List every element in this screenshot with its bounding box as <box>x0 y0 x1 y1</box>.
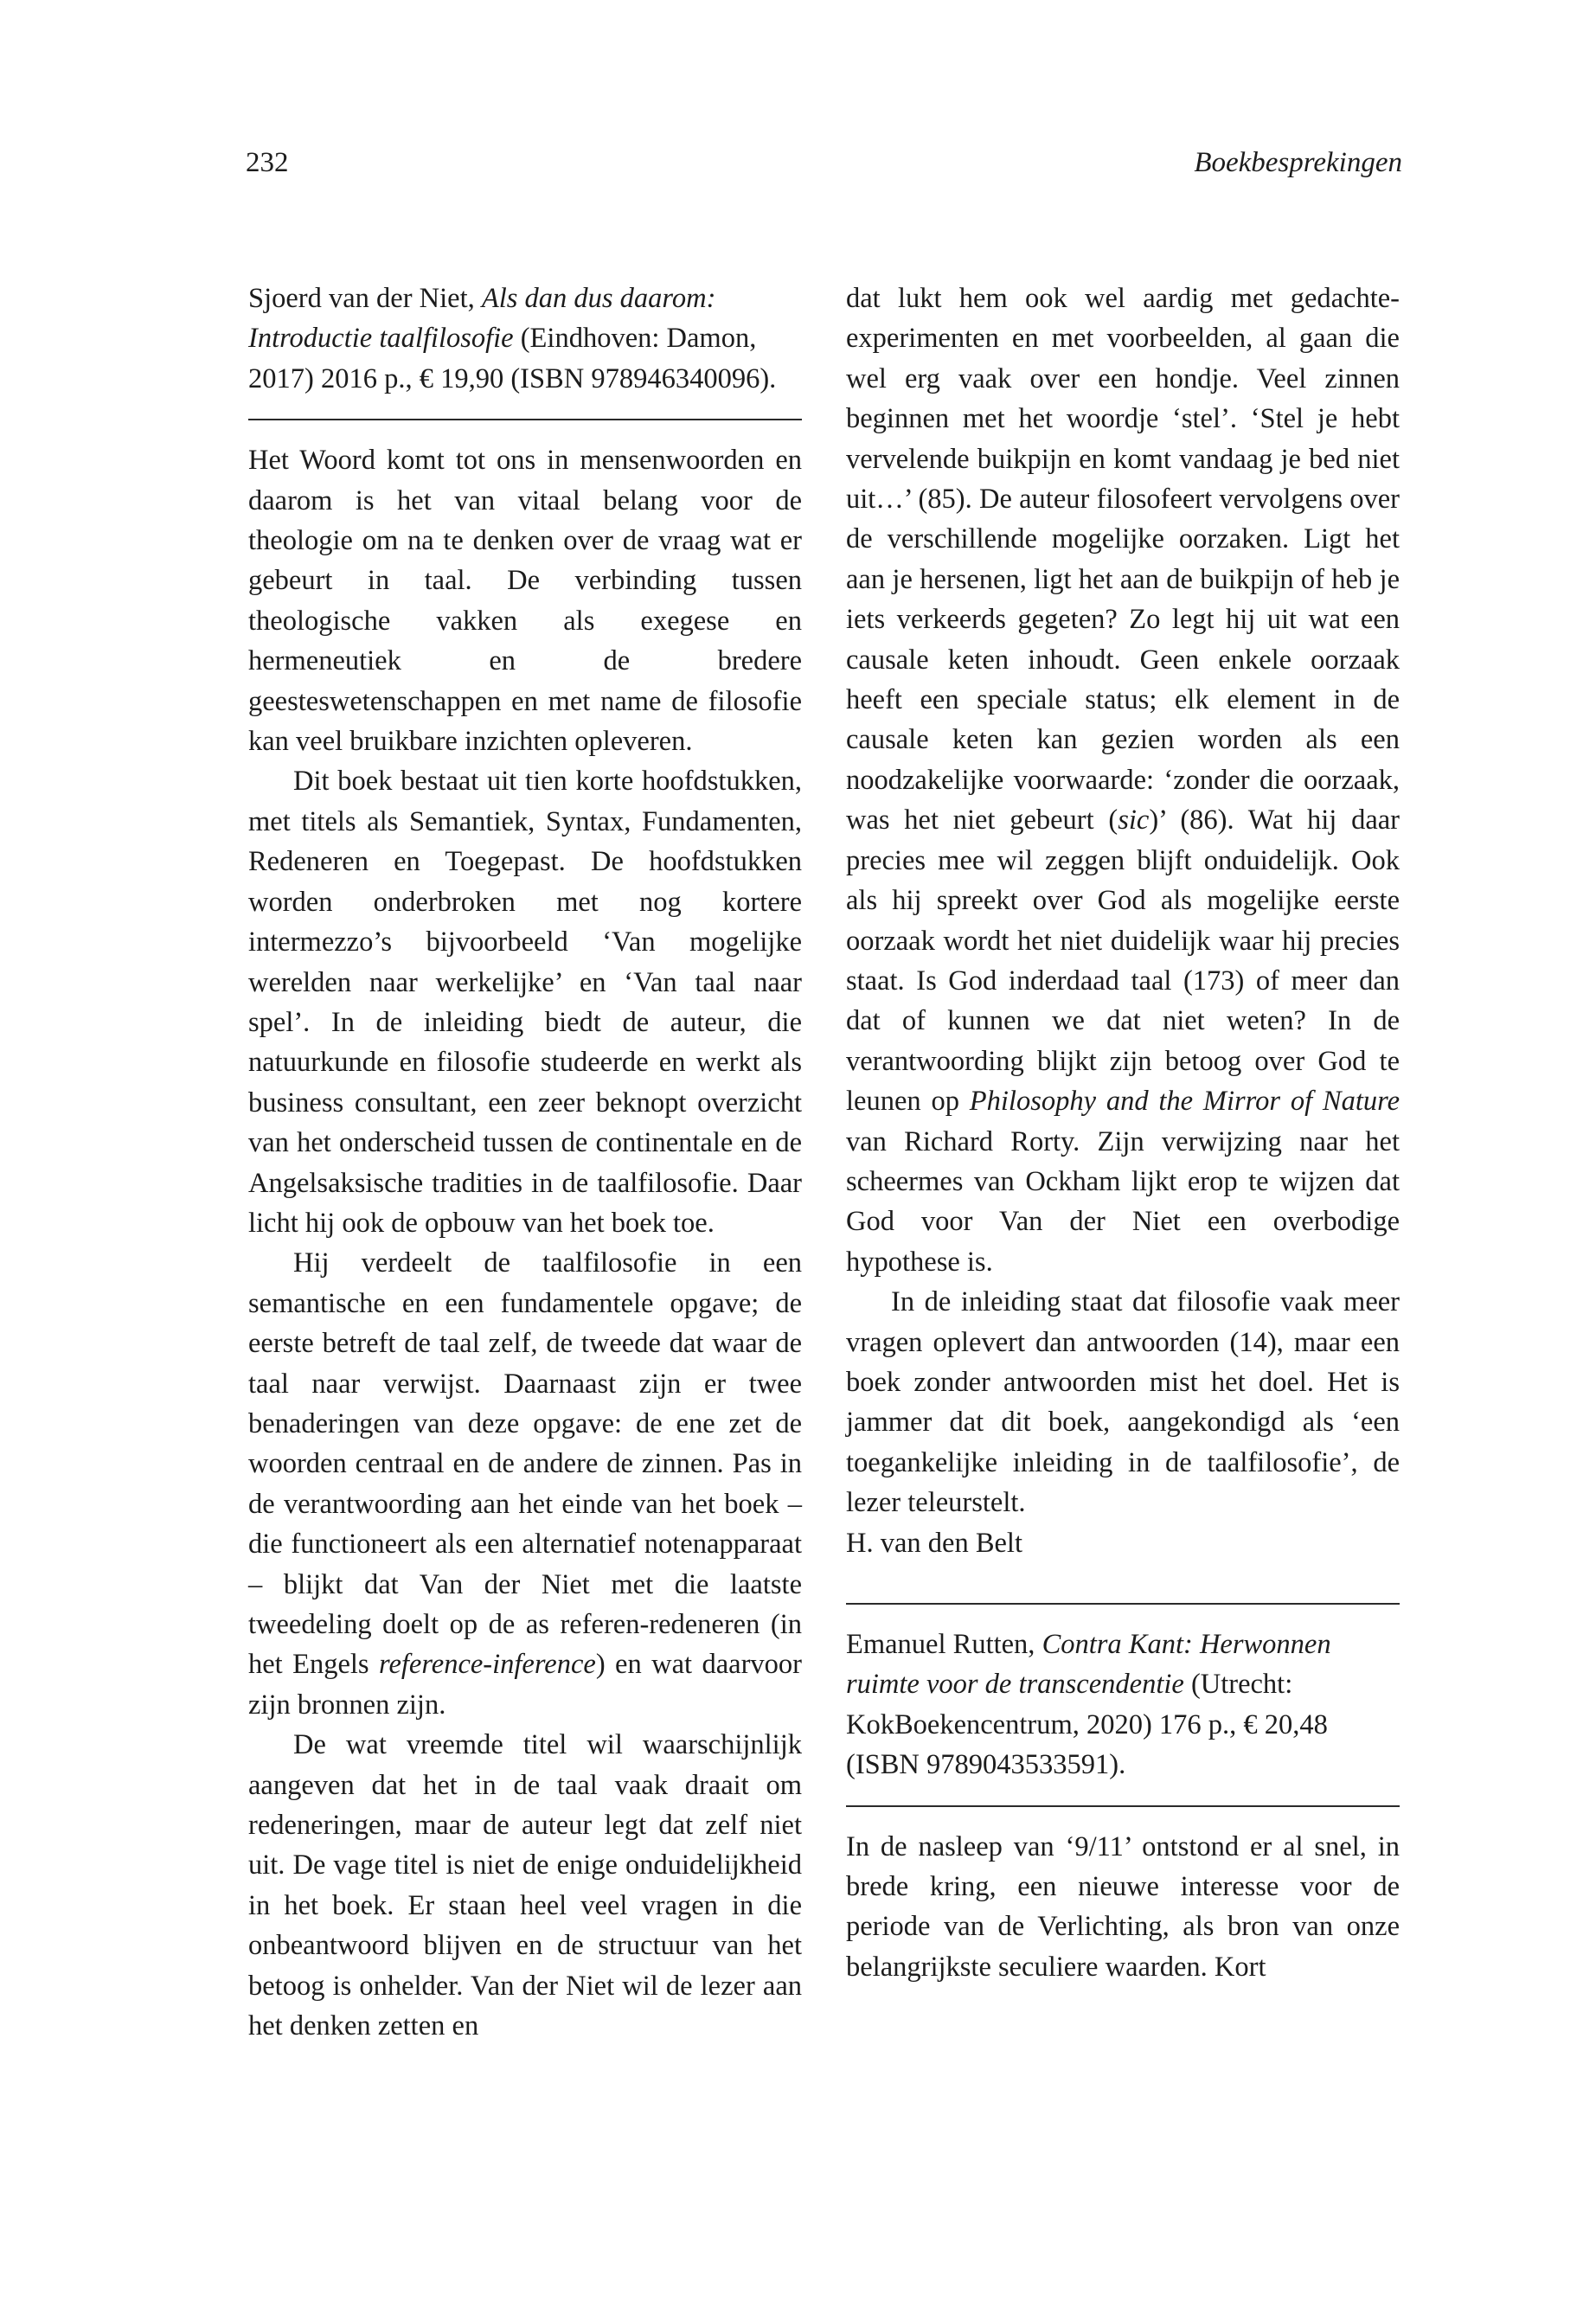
review1-details: (Eindhoven: Damon, 2017) 2016 p., € 19,90 (ISBN 978946340096). <box>248 323 777 394</box>
review1-bibliography <box>248 279 802 399</box>
review1-author: Sjoerd van der Niet, <box>248 283 475 314</box>
review1-paragraph-2: Dit boek bestaat uit tien korte hoofdstukken, met titels als Semantiek, Syntax, Fundamenten, Redeneren en Toegepast. De hoofdstukken worden onderbroken met nog kortere intermezzo’s bijvoorbeeld ‘Van mogelijke werelden naar werkelijke’ en ‘Van taal naar spel’. In de inleiding biedt de auteur, die natuurkunde en filosofie studeerde en werkt als business consultant, een zeer beknopt overzicht van het onderscheid tussen de continentale en de Angelsaksische tradities in de taalfilosofie. Daar licht hij ook de opbouw van het boek toe. <box>248 766 802 1239</box>
review2-paragraph-1: In de nasleep van ‘9/11’ ontstond er al snel, in brede kring, een nieuwe interesse voor de periode van de Verlichting, als bron van onze belangrijkste seculiere waarden. Kort <box>846 1830 1400 1983</box>
review1-p5-text-a: dat lukt hem ook wel aardig met gedachte-experimenten en met voorbeelden, al gaan die wel erg vaak over een hondje. Veel zinnen beginnen met het woordje ‘stel’. ‘Stel je hebt vervelende buikpijn en komt vandaag je bed niet uit…’ (85). De auteur filosofeert vervolgens over de verschillende mogelijke oorzaken. Ligt het aan je hersenen, ligt het aan de buikpijn of heb je iets verkeerds gegeten? Zo legt hij uit wat een causale keten inhoudt. Geen enkele oorzaak heeft een speciale status; elk element in de causale keten kan gezien worden als een noodzakelijke voorwaarde: ‘zonder die oorzaak, was het niet gebeurt ( <box>846 283 1400 836</box>
right-column <box>846 279 1400 1987</box>
review1-paragraph-3 <box>248 1243 802 1725</box>
review2-book-title: Contra Kant: Herwonnen ruimte voor de transcendentie <box>846 1629 1331 1701</box>
divider <box>846 1603 1400 1605</box>
review1-paragraph-5 <box>846 279 1400 1282</box>
review1-p3-italic: reference-inference <box>379 1649 596 1681</box>
review2-author: Emanuel Rutten, <box>846 1629 1035 1660</box>
left-column <box>248 279 802 2046</box>
review1-paragraph-1: Het Woord komt tot ons in mensenwoorden en daarom is het van vitaal belang voor de theologie om na te denken over de vraag wat er gebeurt in taal. De verbinding tussen theologische vakken als exegese en hermeneutiek en de bredere geesteswetenschappen en met name de filosofie kan veel bruikbare inzichten opleveren. <box>248 445 802 758</box>
review2-details: (Utrecht: KokBoekencentrum, 2020) 176 p., € 20,48 (ISBN 9789043533591). <box>846 1669 1328 1781</box>
review2-bibliography <box>846 1625 1400 1785</box>
review1-p5-text-b: )’ (86). Wat hij daar precies mee wil zeggen blijft onduidelijk. Ook als hij spreekt over God als mogelijke eerste oorzaak wordt het niet duidelijk waar hij precies staat. Is God inderdaad taal (173) of meer dan dat of kunnen we dat niet weten? In de verantwoording blijkt zijn betoog over God te leunen op <box>846 804 1400 1118</box>
review1-book-title: Als dan dus daarom: Introductie taalfilosofie <box>248 283 716 355</box>
review1-p3-text-a: Hij verdeelt de taalfilosofie in een semantische en een fundamentele opgave; de eerste betreft de taal zelf, de tweede dat waar de taal naar verwijst. Daarnaast zijn er twee benaderingen van deze opgave: de ene zet de woorden centraal en de andere de zinnen. Pas in de verantwoording aan het einde van het boek – die functioneert als een alternatief notenapparaat – blijkt dat Van der Niet met die laatste tweedeling doelt op de as referen-redeneren (in het Engels <box>248 1247 802 1681</box>
review1-p5-text-c: van Richard Rorty. Zijn verwijzing naar het scheermes van Ockham lijkt erop te wijzen dat God voor Van der Niet een overbodige hypothese is. <box>846 1125 1400 1278</box>
section-title: Boekbesprekingen <box>1194 147 1402 178</box>
review1-p3-text-b: ) en wat daarvoor zijn bronnen zijn. <box>248 1649 802 1721</box>
review1-paragraph-4: De wat vreemde titel wil waarschijnlijk aangeven dat het in de taal vaak draait om redeneringen, maar de auteur legt dat zelf niet uit. De vage titel is niet de enige onduidelijkheid in het boek. Er staan heel veel vragen in die onbeantwoord blijven en de structuur van het betoog is onhelder. Van der Niet wil de lezer aan het denken zetten en <box>248 1729 802 2042</box>
reviewer-signature: H. van den Belt <box>846 1527 1022 1559</box>
review1-paragraph-6: In de inleiding staat dat filosofie vaak meer vragen oplevert dan antwoorden (14), maar een boek zonder antwoorden mist het doel. Het is jammer dat dit boek, aangekondigd als ‘een toegankelijke inleiding in de taalfilosofie’, de lezer teleurstelt. <box>846 1286 1400 1519</box>
divider <box>248 419 802 420</box>
review1-p5-sic: sic <box>1118 804 1150 836</box>
review1-p5-italic-title: Philosophy and the Mirror of Nature <box>969 1086 1400 1118</box>
page-number: 232 <box>246 147 289 178</box>
divider <box>846 1805 1400 1807</box>
